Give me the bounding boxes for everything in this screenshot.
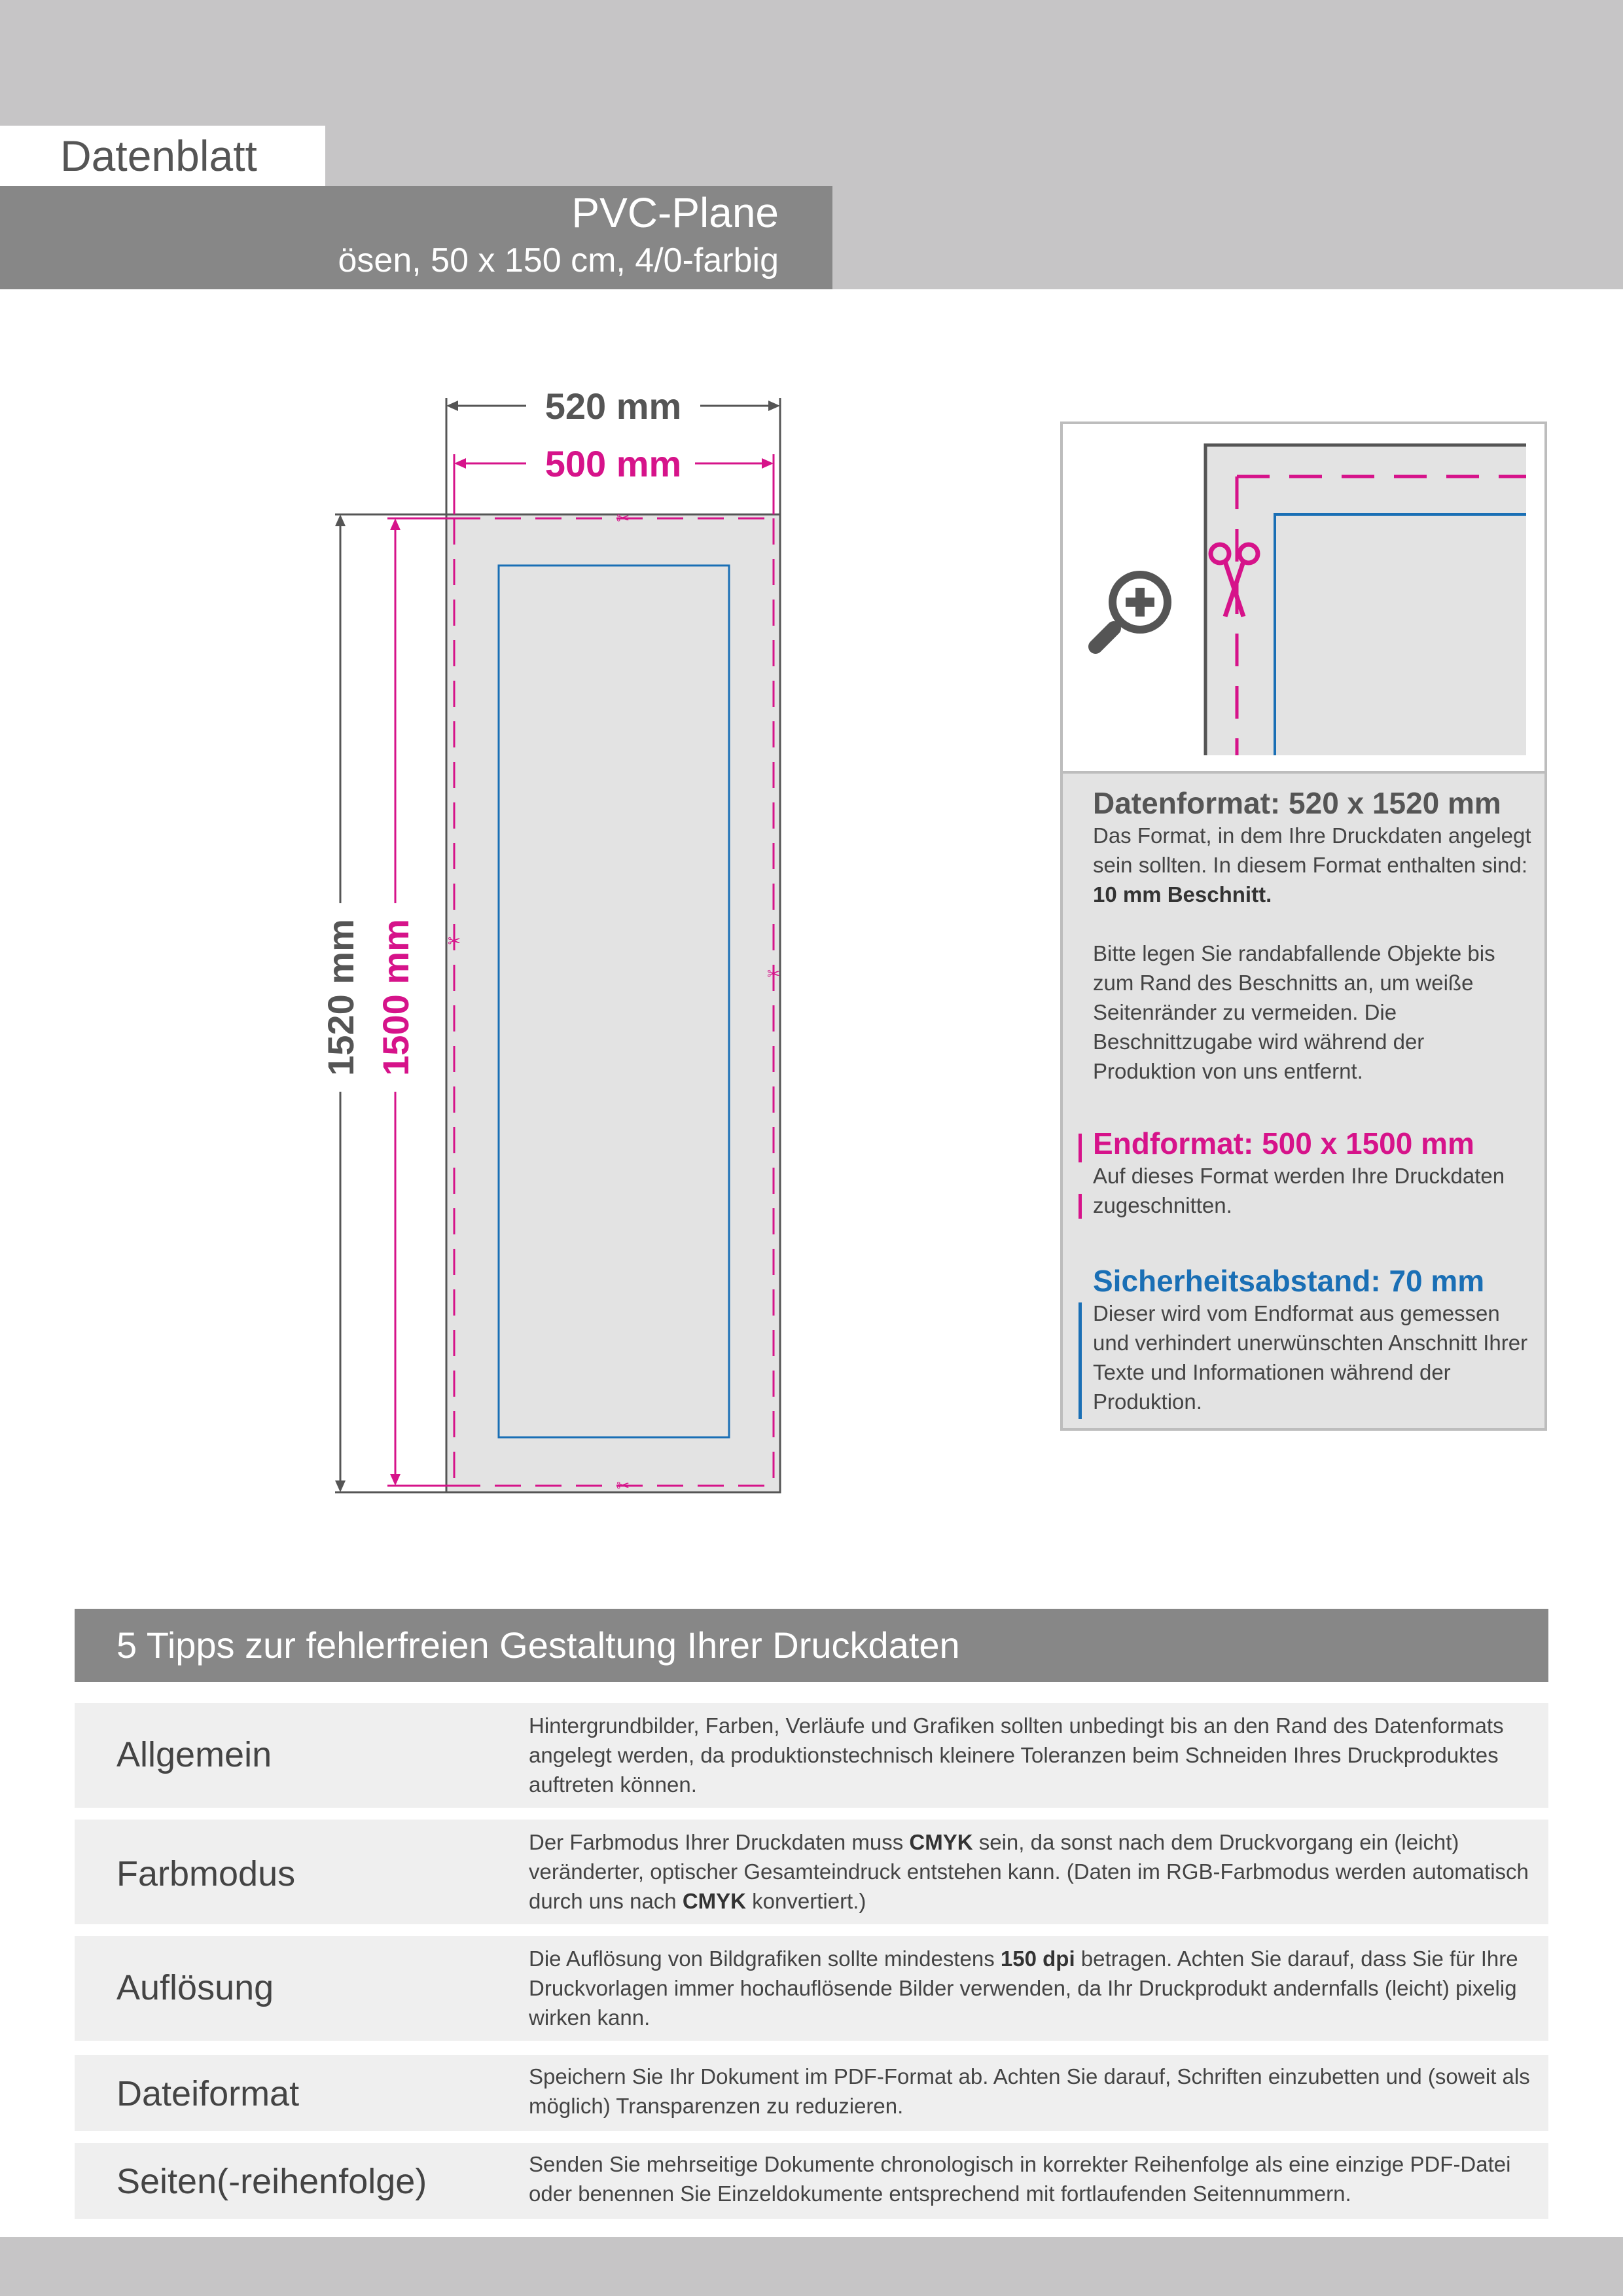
info-text-panel (1060, 771, 1547, 1431)
endformat-marker (1079, 1134, 1082, 1162)
svg-text:✂: ✂ (447, 933, 461, 950)
datenformat-note: Bitte legen Sie randabfallende Objekte bis zum Rand des Beschnitts an, um weiße Seitenränder zu vermeiden. Die Beschnittzugabe wird während der Produktion von uns entfernt. (1093, 941, 1495, 1083)
format-diagram (0, 367, 851, 1505)
tip-text-seiten: Senden Sie mehrseitige Dokumente chronologisch in korrekter Reihenfolge als eine einzige PDF-Datei oder benennen Sie Einzeldokumente entsprechend mit fortlaufenden Seitennummern. (529, 2152, 1511, 2206)
svg-text:✂: ✂ (766, 965, 781, 983)
tip-label-aufloesung: Auflösung (116, 1968, 274, 2007)
tip-row-aufloesung (75, 1936, 1548, 2041)
tip-row-dateiformat (75, 2055, 1548, 2131)
tip-label-allgemein: Allgemein (116, 1735, 272, 1774)
outer-height-label: 1520 mm (320, 919, 361, 1076)
tip-text-allgemein: Hintergrundbilder, Farben, Verläufe und Grafiken sollten unbedingt bis an den Rand des Datenformats angelegt werden, da produktionstechnisch kleinere Toleranzen beim Schneiden Ihres Druckproduktes auftreten können. (529, 1713, 1504, 1797)
final-width-label: 500 mm (544, 443, 682, 484)
final-height-label: 1500 mm (375, 919, 416, 1076)
tips-title: 5 Tipps zur fehlerfreien Gestaltung Ihrer Druckdaten (116, 1624, 960, 1666)
sicherheit-text: Dieser wird vom Endformat aus gemessen und verhindert unerwünschten Anschnitt Ihrer Texte und Informationen während der Produktion. (1093, 1301, 1528, 1414)
svg-text:✂: ✂ (616, 1477, 630, 1495)
svg-text:✂: ✂ (616, 510, 630, 528)
tip-row-farbmodus (75, 1820, 1548, 1924)
tip-text-farbmodus: Der Farbmodus Ihrer Druckdaten muss CMYK sein, da sonst nach dem Druckvorgang ein (leicht) veränderter, optischer Gesamteindruck entstehen kann. (Daten im RGB-Farbmodus werden automatisch durch uns nach CMYK konvertiert.) (529, 1830, 1529, 1913)
datenformat-text: Das Format, in dem Ihre Druckdaten angelegt sein sollten. In diesem Format enthalten sind: 10 mm Beschnitt. (1093, 823, 1531, 906)
endformat-text: Auf dieses Format werden Ihre Druckdaten zugeschnitten. (1093, 1164, 1505, 1217)
sicherheit-section (1093, 1263, 1531, 1416)
outer-width-label: 520 mm (544, 386, 682, 427)
tip-text-dateiformat: Speichern Sie Ihr Dokument im PDF-Format ab. Achten Sie darauf, Schriften einzubetten und (soweit als möglich) Transparenzen zu reduzieren. (529, 2064, 1530, 2118)
footer-band (0, 2237, 1623, 2296)
tip-label-seiten: Seiten(-reihenfolge) (116, 2162, 427, 2201)
tip-label-farbmodus: Farbmodus (116, 1854, 296, 1893)
sicherheit-title: Sicherheitsabstand: 70 mm (1093, 1264, 1485, 1298)
endformat-marker-2 (1079, 1194, 1082, 1219)
datenformat-title: Datenformat: 520 x 1520 mm (1093, 786, 1501, 820)
sicherheit-marker (1079, 1302, 1082, 1419)
corner-detail (1063, 424, 1544, 771)
product-name: PVC-Plane (571, 189, 779, 236)
tip-text-aufloesung: Die Auflösung von Bildgrafiken sollte mindestens 150 dpi betragen. Achten Sie darauf, dass Sie für Ihre Druckvorlagen immer hochauflösende Bilder verwenden, da Ihr Druckprodukt andernfalls (leicht) pixelig wirken kann. (529, 1946, 1518, 2030)
datenblatt-title: Datenblatt (60, 132, 257, 180)
endformat-section (1093, 1126, 1531, 1220)
datenformat-section (1093, 785, 1531, 1086)
endformat-title: Endformat: 500 x 1500 mm (1093, 1126, 1474, 1160)
zoom-in-icon (1096, 571, 1171, 647)
product-spec: ösen, 50 x 150 cm, 4/0-farbig (338, 242, 779, 279)
tip-row-allgemein (75, 1703, 1548, 1808)
tip-row-seiten (75, 2143, 1548, 2219)
tip-label-dateiformat: Dateiformat (116, 2074, 300, 2113)
